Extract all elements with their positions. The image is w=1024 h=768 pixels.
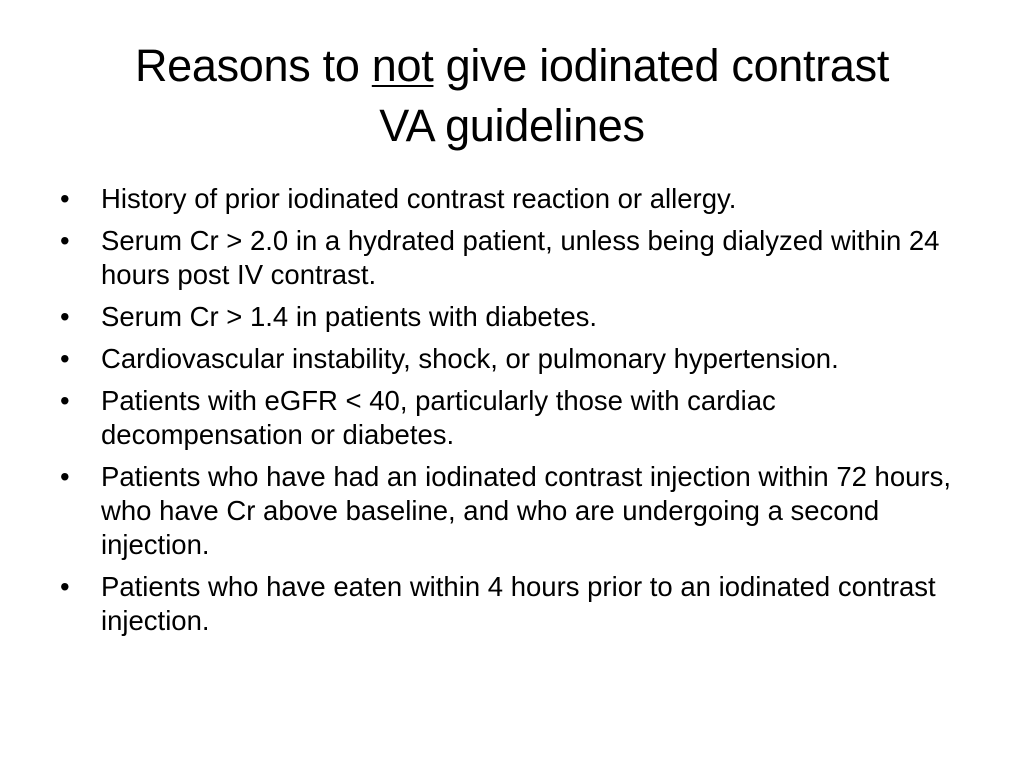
bullet-text: Serum Cr > 2.0 in a hydrated patient, unless being dialyzed within 24 hours post IV contrast.	[101, 225, 940, 290]
title-text-after: give iodinated contrast	[433, 40, 890, 91]
bullet-text: Patients who have had an iodinated contrast injection within 72 hours, who have Cr above baseline, and who are undergoing a second injection.	[101, 461, 951, 560]
bullet-text: Patients with eGFR < 40, particularly those with cardiac decompensation or diabetes.	[101, 385, 776, 450]
bullet-text: Cardiovascular instability, shock, or pulmonary hypertension.	[101, 343, 839, 374]
bullet-item	[58, 384, 958, 452]
bullet-item	[58, 342, 958, 376]
bullet-icon: •	[60, 461, 70, 492]
bullet-item	[58, 570, 958, 638]
bullet-icon: •	[60, 385, 70, 416]
title-text-before: Reasons to	[134, 40, 372, 91]
title-line-2: VA guidelines	[379, 100, 645, 151]
title-line-1	[40, 36, 984, 96]
bullet-icon: •	[60, 301, 70, 332]
slide-title	[40, 36, 984, 156]
bullet-item	[58, 224, 958, 292]
bullet-icon: •	[60, 183, 70, 214]
bullet-item	[58, 182, 958, 216]
bullet-icon: •	[60, 225, 70, 256]
bullet-icon: •	[60, 343, 70, 374]
bullet-icon: •	[60, 571, 70, 602]
bullet-text: Patients who have eaten within 4 hours prior to an iodinated contrast injection.	[101, 571, 936, 636]
title-emphasis-not: not	[371, 40, 434, 91]
bullet-list	[58, 182, 958, 646]
bullet-item	[58, 300, 958, 334]
bullet-text: Serum Cr > 1.4 in patients with diabetes.	[101, 301, 598, 332]
bullet-text: History of prior iodinated contrast reaction or allergy.	[101, 183, 737, 214]
bullet-item	[58, 460, 958, 562]
